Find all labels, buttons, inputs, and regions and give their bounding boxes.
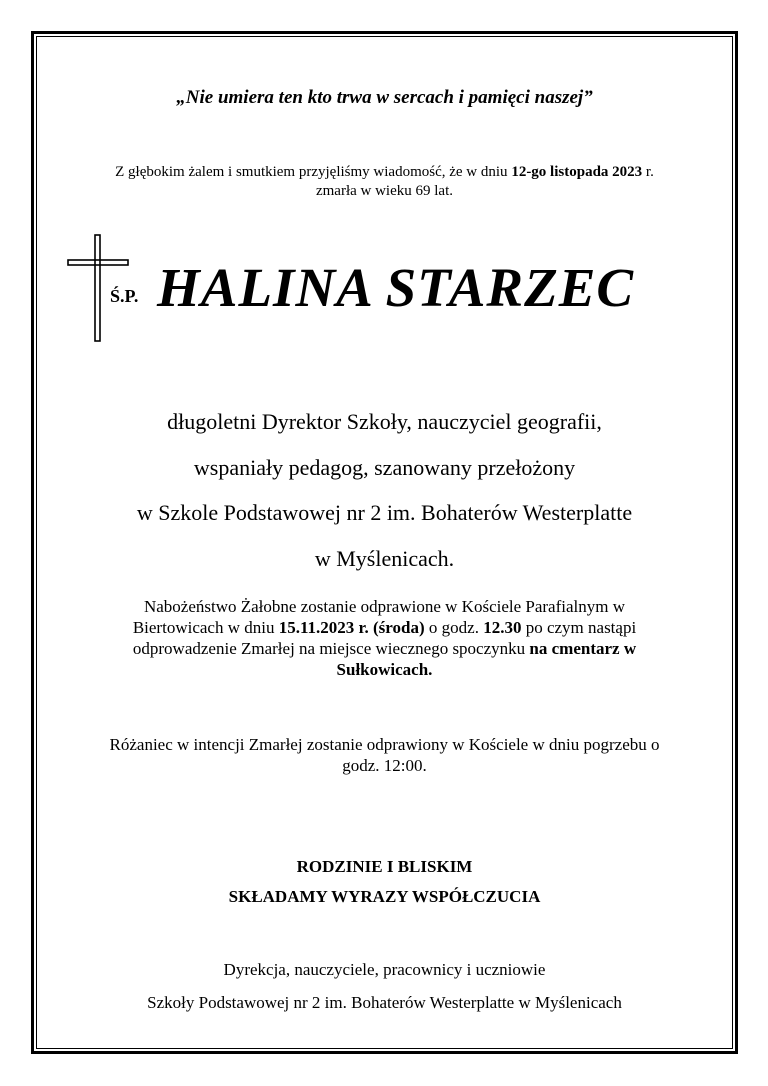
funeral-text: o godz. (424, 618, 484, 637)
intro-part-2: r. (642, 164, 654, 180)
funeral-line-2 (80, 617, 689, 638)
funeral-time: 12.30 (483, 618, 522, 637)
funeral-text: Biertowicach w dniu (132, 618, 279, 637)
intro-line-2: zmarła w wieku 69 lat. (315, 183, 454, 199)
funeral-date: 15.11.2023 r. (środa) (278, 618, 425, 637)
condolence-line-1: RODZINIE I BLISKIM (296, 857, 473, 876)
rosary-info (40, 734, 729, 776)
rosary-line-1: Różaniec w intencji Zmarłej zostanie odprawiony w Kościele w dniu pogrzebu o (109, 735, 660, 754)
intro-part-1: Z głębokim żalem i smutkiem przyjęliśmy wiadomość, że w dniu (115, 164, 512, 180)
funeral-info (40, 596, 729, 680)
role-line: w Myślenicach. (314, 546, 455, 572)
motto: „Nie umiera ten kto trwa w sercach i pamięci naszej” (176, 87, 593, 108)
funeral-text: po czym nastąpi (521, 618, 637, 637)
role-line: w Szkole Podstawowej nr 2 im. Bohaterów Westerplatte (136, 500, 633, 526)
intro-line-1 (60, 163, 709, 182)
funeral-text: odprowadzenie Zmarłej na miejsce wiecznego spoczynku (132, 639, 530, 658)
deceased-header (64, 233, 704, 343)
condolence-message (40, 852, 729, 912)
role-line: wspaniały pedagog, szanowany przełożony (193, 454, 576, 480)
signature-line-2: Szkoły Podstawowej nr 2 im. Bohaterów Westerplatte w Myślenicach (147, 993, 622, 1012)
death-date: 12-go listopada 2023 (511, 164, 643, 180)
funeral-line-3 (80, 638, 689, 659)
funeral-line-1: Nabożeństwo Żałobne zostanie odprawione w Kościele Parafialnym w (143, 597, 626, 616)
cemetery-place-town: Sułkowicach. (336, 660, 433, 679)
role-description (40, 399, 729, 582)
signature-line-1: Dyrekcja, nauczyciele, pracownicy i uczniowie (223, 960, 546, 979)
intro-text (40, 163, 729, 201)
rosary-line-2: godz. 12:00. (342, 756, 427, 775)
deceased-prefix: Ś.P. (110, 286, 139, 306)
condolence-line-2: SKŁADAMY WYRAZY WSPÓŁCZUCIA (228, 887, 541, 906)
deceased-name: HALINA STARZEC (157, 257, 635, 318)
cemetery-place: na cmentarz w (529, 639, 637, 658)
obituary-notice (40, 40, 729, 1046)
funeral-line-4 (80, 659, 689, 680)
signature (40, 953, 729, 1019)
role-line: długoletni Dyrektor Szkoły, nauczyciel geografii, (167, 409, 602, 434)
